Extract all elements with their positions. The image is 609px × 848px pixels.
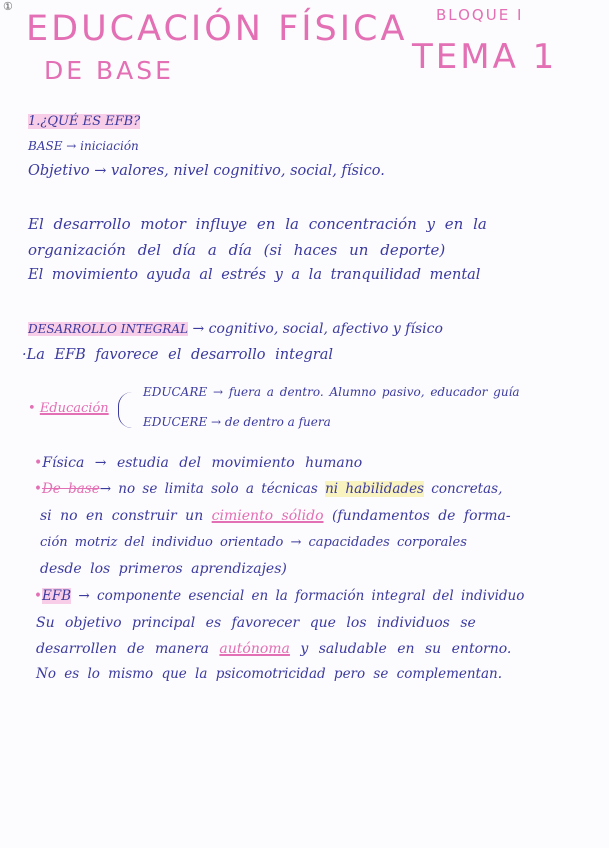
efb-line-3a: desarrollen de manera [36,641,220,657]
de-base-line-2c: (fundamentos de forma- [323,508,511,524]
desarrollo-label: DESARROLLO INTEGRAL [28,322,189,336]
de-base-line-4: desde los primeros aprendizajes) [40,561,287,577]
de-base-line-1 [34,483,502,497]
educare-line: EDUCARE → fuera a dentro. Alumno pasivo, educador guía [143,385,520,399]
desarrollo-rest: → cognitivo, social, afectivo y físico [192,321,443,337]
de-base-line-2b: cimiento sólido [211,508,324,524]
efb-line-3c: y saludable en su entorno. [289,641,512,657]
efb-rest: → componente esencial en la formación integral del individuo [78,588,525,604]
de-base-highlight: ni habilidades [325,481,424,497]
bullet-icon: • [28,401,36,416]
bullet-icon: • [34,481,42,497]
bullet-icon: • [34,588,42,604]
tema-label: TEMA 1 [412,37,558,77]
de-base-line-2 [40,509,511,523]
fisica-label: Física [42,455,85,471]
objetivo-line: Objetivo → valores, nivel cognitivo, social, físico. [28,163,385,179]
base-line: BASE → iniciación [28,139,139,153]
de-base-line-3: ción motriz del individuo orientado → capacidades corporales [40,535,467,550]
bullet-icon: • [34,455,43,471]
page-number: ① [3,0,13,13]
desarrollo-line-2: ·La EFB favorece el desarrollo integral [22,347,334,363]
de-base-label: De base [41,481,100,497]
efb-line-1 [34,590,524,604]
de-base-part1: → no se limita solo a técnicas [99,481,326,497]
efb-line-2: Su objetivo principal es favorecer que los individuos se [36,615,476,631]
title-line-2: DE BASE [44,56,174,85]
de-base-part2: concretas, [424,481,503,497]
section-heading-text: 1.¿QUÉ ES EFB? [28,114,141,129]
paragraph-line-1: El desarrollo motor influye en la concentración y en la [28,215,487,233]
efb-line-3 [36,642,511,656]
paragraph-line-3: El movimiento ayuda al estrés y a la tranquilidad mental [28,267,481,283]
brace-icon [118,392,137,428]
fisica-rest: → estudia del movimiento humano [94,455,363,471]
de-base-line-2a: si no en construir un [40,508,212,524]
efb-line-4: No es lo mismo que la psicomotricidad pero se complementan. [36,666,503,682]
desarrollo-line [28,322,443,336]
educacion-label: Educación [39,401,109,416]
efb-label: EFB [41,588,72,604]
title-line-1: EDUCACIÓN FÍSICA [26,9,408,49]
block-label: BLOQUE I [436,6,524,24]
educacion-item [28,402,109,415]
section-heading [28,115,140,128]
paragraph-line-2: organización del día a día (si haces un deporte) [28,241,446,259]
fisica-item [34,456,362,470]
efb-line-3b: autónoma [219,641,290,657]
educere-line: EDUCERE → de dentro a fuera [143,415,331,429]
